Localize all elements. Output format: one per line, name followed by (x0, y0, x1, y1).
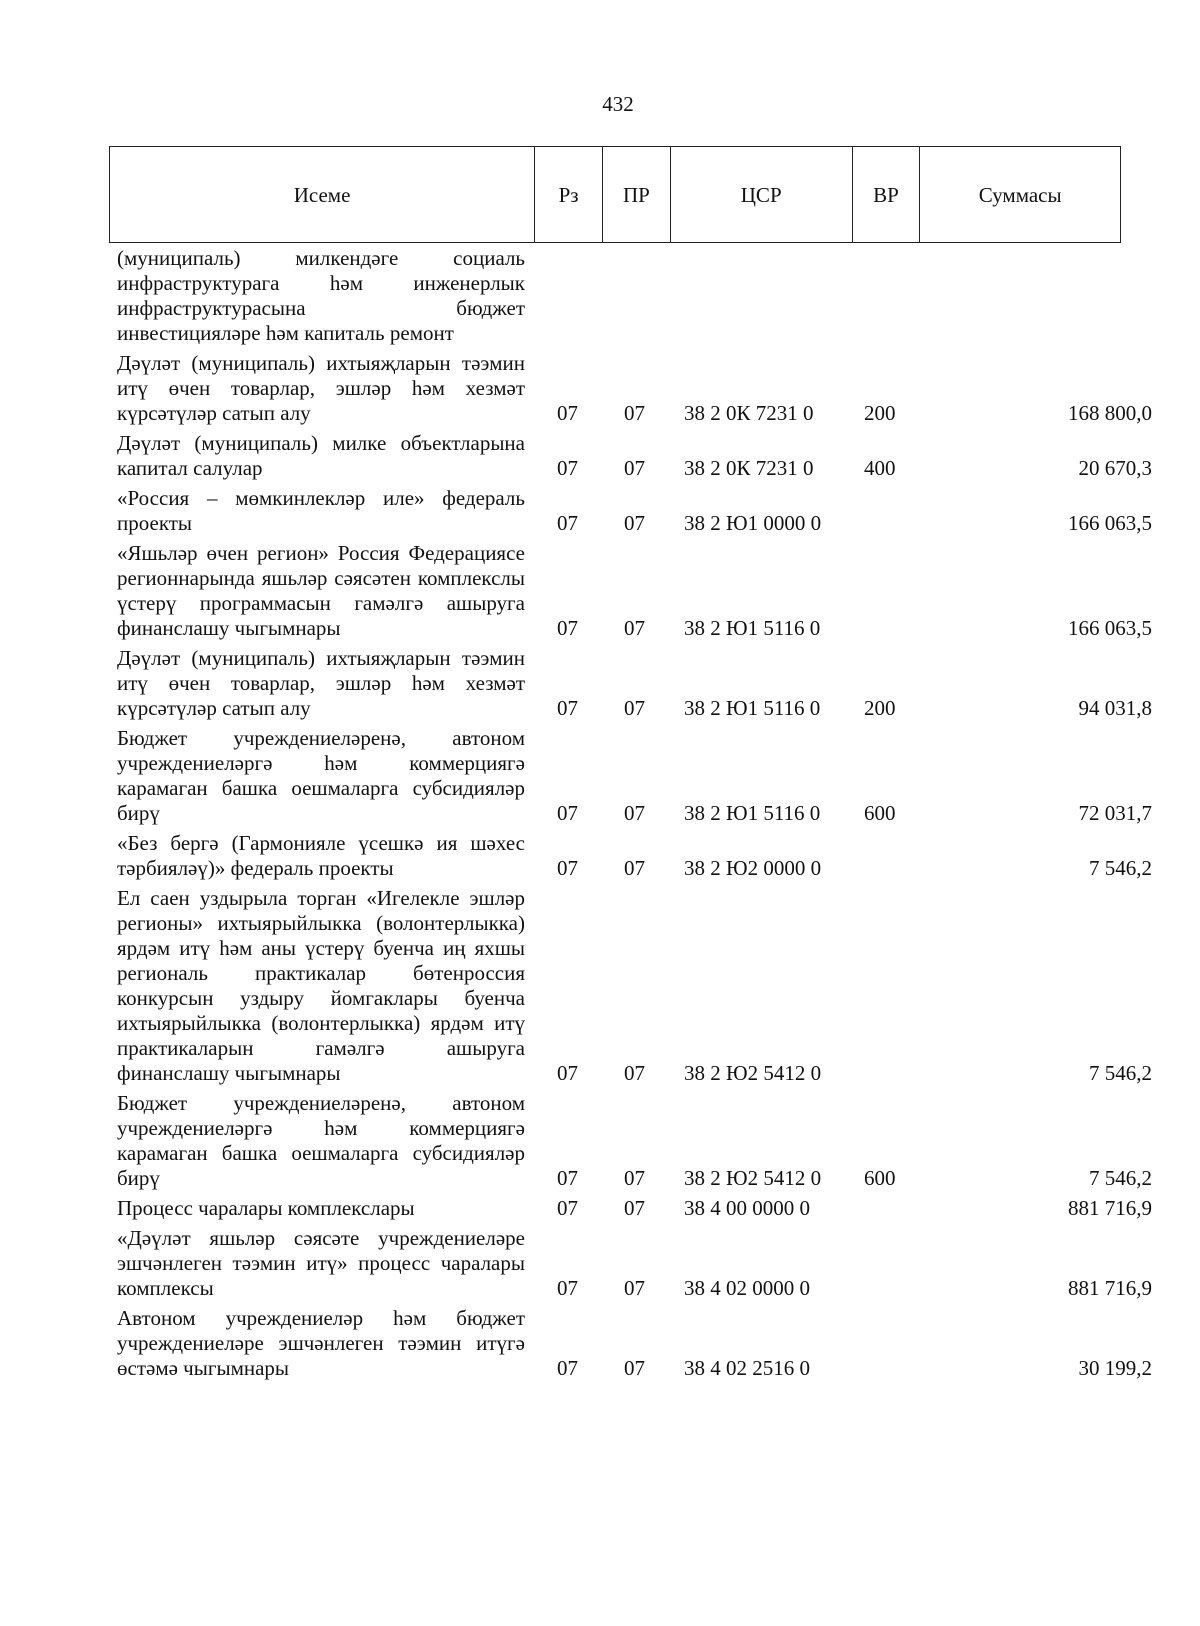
row-csr: 38 2 0К 7231 0 (684, 401, 814, 425)
page-number: 432 (602, 92, 634, 116)
row-sum: 7 546,2 (1089, 1166, 1152, 1190)
table-row (0, 486, 1200, 536)
row-name: «Яшьләр өчен регион» Россия Федерациясе регионнарында яшьләр сәясәтен комплекслы үстерү программасын гамәлгә ашыруга финанслашу чыгымнары (117, 541, 525, 640)
row-rz: 07 (557, 1196, 578, 1220)
row-rz: 07 (557, 1356, 578, 1380)
table-row (0, 1306, 1200, 1381)
table-row (0, 1196, 1200, 1221)
row-csr: 38 4 02 0000 0 (684, 1276, 810, 1300)
table-row (0, 1091, 1200, 1191)
row-pr: 07 (624, 511, 645, 535)
table-row (0, 726, 1200, 826)
row-sum: 7 546,2 (1089, 856, 1152, 880)
row-sum: 7 546,2 (1089, 1061, 1152, 1085)
row-sum: 72 031,7 (1078, 801, 1152, 825)
row-csr: 38 2 Ю1 5116 0 (684, 801, 821, 825)
row-csr: 38 2 Ю1 5116 0 (684, 616, 821, 640)
row-vr: 600 (864, 801, 896, 825)
row-pr: 07 (624, 696, 645, 720)
row-name: Дәүләт (муниципаль) ихтыяҗларын тәэмин итү өчен товарлар, эшләр һәм хезмәт күрсәтүләр сатып алу (117, 646, 525, 720)
table-row (0, 541, 1200, 641)
row-rz: 07 (557, 801, 578, 825)
row-pr: 07 (624, 856, 645, 880)
row-vr: 400 (864, 456, 896, 480)
row-rz: 07 (557, 511, 578, 535)
row-pr: 07 (624, 1356, 645, 1380)
row-sum: 881 716,9 (1068, 1276, 1152, 1300)
row-name: Бюджет учреждениеләренә, автоном учреждениеләргә һәм коммерциягә карамаган башка оешмаларга субсидияләр бирү (117, 1091, 525, 1190)
row-name: Процесс чаралары комплекслары (117, 1196, 415, 1220)
row-pr: 07 (624, 1061, 645, 1085)
row-rz: 07 (557, 401, 578, 425)
row-csr: 38 2 0К 7231 0 (684, 456, 814, 480)
row-rz: 07 (557, 1061, 578, 1085)
row-name: «Без бергә (Гармонияле үсешкә ия шәхес тәрбияләү)» федераль проекты (117, 831, 525, 880)
row-sum: 166 063,5 (1068, 511, 1152, 535)
row-rz: 07 (557, 1166, 578, 1190)
row-rz: 07 (557, 456, 578, 480)
table-row (0, 646, 1200, 721)
row-csr: 38 2 Ю2 0000 0 (684, 856, 822, 880)
row-name: Автоном учреждениеләр һәм бюджет учреждениеләре эшчәнлеген тәэмин итүгә өстәмә чыгымнары (117, 1306, 525, 1380)
row-name: (муниципаль) милкендәге социаль инфраструктурага һәм инженерлык инфраструктурасына бюджет инвестицияләре һәм капиталь ремонт (117, 246, 525, 345)
table-header (109, 146, 1121, 243)
table-row (0, 886, 1200, 1086)
row-sum: 166 063,5 (1068, 616, 1152, 640)
row-rz: 07 (557, 1276, 578, 1300)
row-rz: 07 (557, 696, 578, 720)
header-rz: Рз (535, 147, 603, 242)
row-name: Бюджет учреждениеләренә, автоном учреждениеләргә һәм коммерциягә карамаган башка оешмаларга субсидияләр бирү (117, 726, 525, 825)
table-body (0, 246, 1200, 1386)
row-pr: 07 (624, 401, 645, 425)
header-csr: ЦСР (671, 147, 853, 242)
row-pr: 07 (624, 1276, 645, 1300)
header-pr: ПР (603, 147, 671, 242)
row-name: «Дәүләт яшьләр сәясәте учреждениеләре эшчәнлеген тәэмин итү» процесс чаралары комплексы (117, 1226, 525, 1300)
row-pr: 07 (624, 1196, 645, 1220)
row-name: Ел саен уздырыла торган «Игелекле эшләр регионы» ихтыярыйлыкка (волонтерлыкка) ярдәм итү һәм аны үстерү буенча иң яхшы региональ практикалар бөтенроссия конкурсын уздыру йомгаклары буенча ихтыярыйлыкка (волонтерлыкка) ярдәм итү практикаларын гамәлгә ашыруга финанслашу чыгымнары (117, 886, 525, 1085)
row-sum: 168 800,0 (1068, 401, 1152, 425)
row-pr: 07 (624, 801, 645, 825)
header-vr: ВР (853, 147, 921, 242)
row-pr: 07 (624, 616, 645, 640)
row-csr: 38 2 Ю2 5412 0 (684, 1061, 822, 1085)
table-row (0, 1226, 1200, 1301)
row-csr: 38 2 Ю2 5412 0 (684, 1166, 822, 1190)
header-name: Исеме (110, 147, 535, 242)
row-sum: 94 031,8 (1078, 696, 1152, 720)
row-csr: 38 2 Ю1 5116 0 (684, 696, 821, 720)
row-csr: 38 4 02 2516 0 (684, 1356, 810, 1380)
row-rz: 07 (557, 616, 578, 640)
row-sum: 881 716,9 (1068, 1196, 1152, 1220)
row-name: «Россия – мөмкинлекләр иле» федераль проекты (117, 486, 525, 535)
row-vr: 600 (864, 1166, 896, 1190)
row-name: Дәүләт (муниципаль) милке объектларына капитал салулар (117, 431, 525, 480)
row-sum: 30 199,2 (1078, 1356, 1152, 1380)
table-row (0, 831, 1200, 881)
row-rz: 07 (557, 856, 578, 880)
table-row (0, 431, 1200, 481)
row-pr: 07 (624, 1166, 645, 1190)
row-vr: 200 (864, 696, 896, 720)
table-row (0, 351, 1200, 426)
row-sum: 20 670,3 (1078, 456, 1152, 480)
row-csr: 38 4 00 0000 0 (684, 1196, 810, 1220)
row-csr: 38 2 Ю1 0000 0 (684, 511, 822, 535)
row-pr: 07 (624, 456, 645, 480)
table-row (0, 246, 1200, 346)
row-vr: 200 (864, 401, 896, 425)
row-name: Дәүләт (муниципаль) ихтыяҗларын тәэмин итү өчен товарлар, эшләр һәм хезмәт күрсәтүләр сатып алу (117, 351, 525, 425)
header-sum: Суммасы (978, 183, 1062, 207)
